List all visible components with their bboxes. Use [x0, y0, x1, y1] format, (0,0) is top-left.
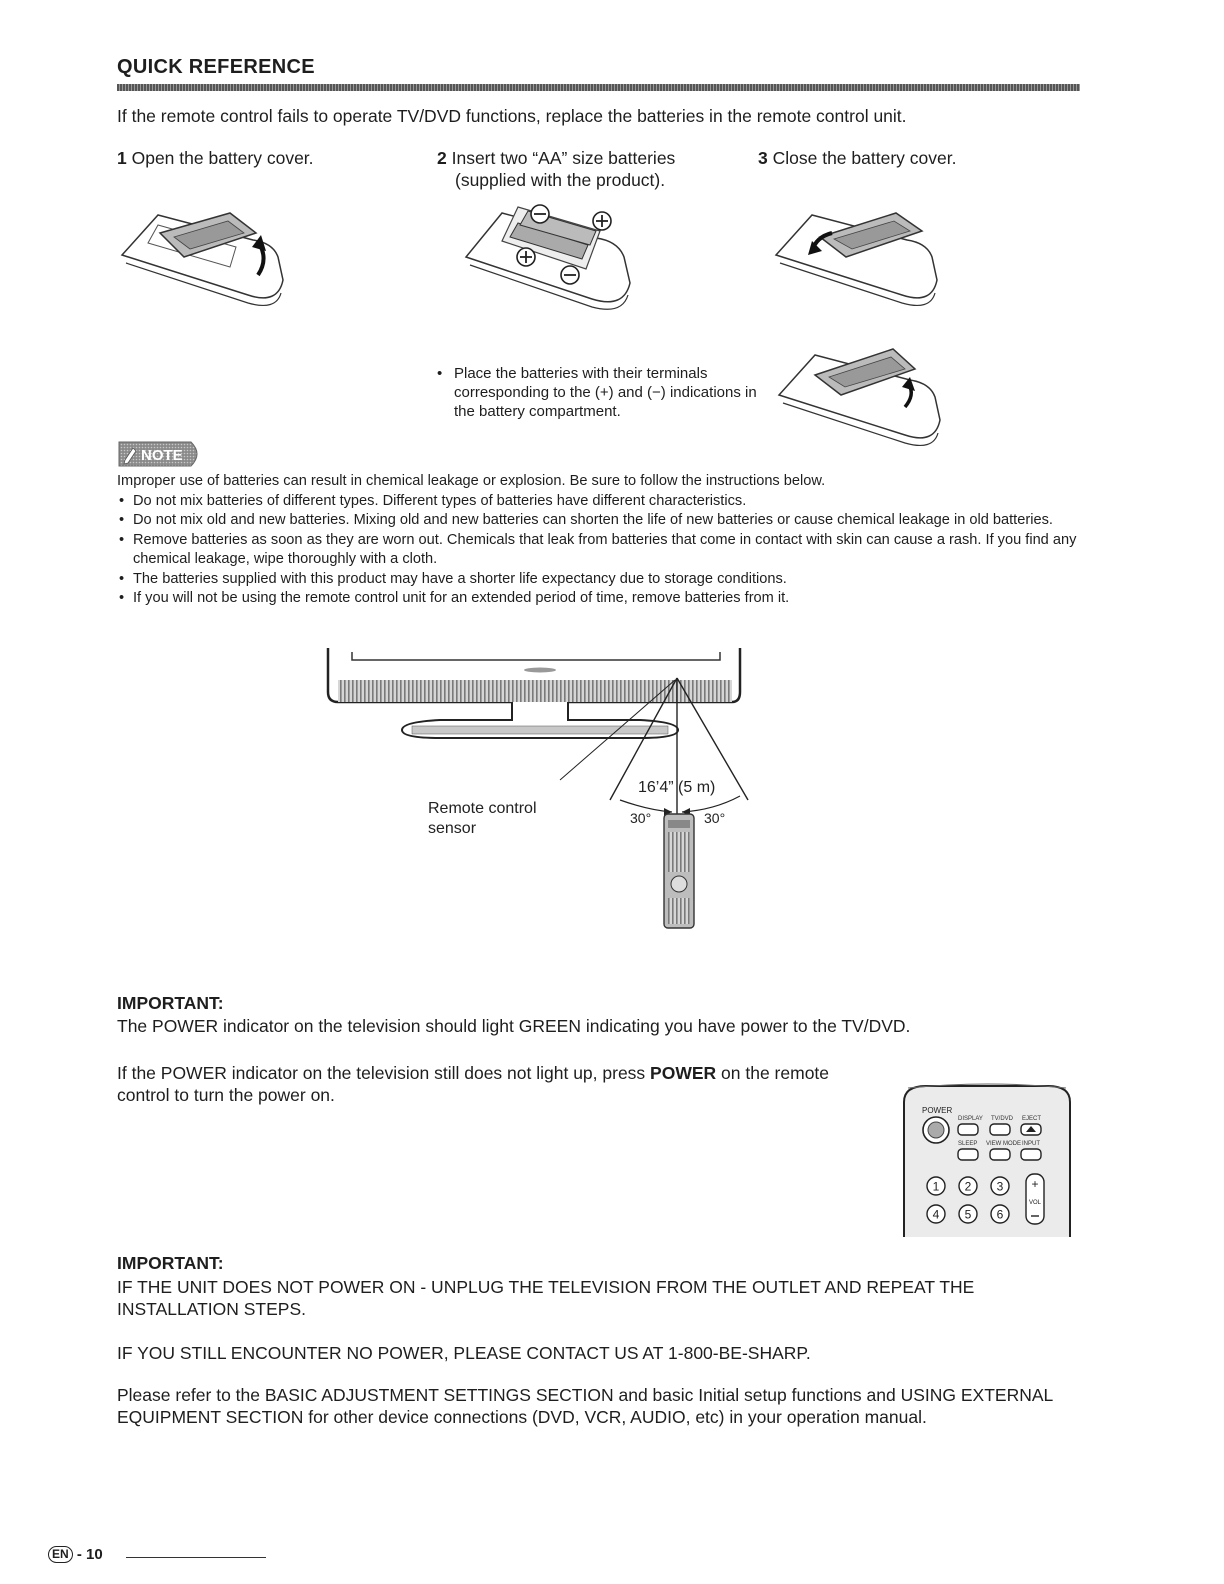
step-3	[758, 147, 956, 169]
digit-label: 6	[996, 1207, 1004, 1222]
important-label-2: IMPORTANT:	[117, 1253, 224, 1273]
sleep-button[interactable]	[958, 1149, 978, 1160]
vol-label: VOL	[1028, 1200, 1042, 1206]
input-label: INPUT	[1022, 1141, 1040, 1147]
polarity-bullet: •	[437, 365, 443, 382]
power-button-label: POWER	[922, 1106, 953, 1115]
power-instruction-after: on the remote control to turn the power on.	[117, 1063, 830, 1105]
language-badge: EN	[48, 1546, 73, 1563]
tvdvd-button[interactable]	[990, 1124, 1010, 1135]
title-rule	[117, 84, 1080, 91]
note-intro: Improper use of batteries can result in chemical leakage or explosion. Be sure to follow the instructions below.	[117, 473, 826, 489]
tv-speaker-grille	[338, 680, 732, 702]
refer-text: Please refer to the BASIC ADJUSTMENT SETTINGS SECTION and basic Initial setup functions and USING EXTERNAL EQUIPMENT SECTION for other device connections (DVD, VCR, AUDIO, etc) in your operation manual.	[117, 1385, 1053, 1427]
page-title: QUICK REFERENCE	[117, 56, 315, 78]
sensor-label-line1: Remote control	[428, 800, 537, 817]
digit-button-3[interactable]	[991, 1177, 1009, 1195]
battery-polarity-illustration	[775, 335, 945, 460]
open-battery-cover-illustration	[118, 195, 288, 320]
step-2-subtext: (supplied with the product).	[455, 170, 666, 190]
footer-rule	[126, 1557, 266, 1558]
contact-text: IF YOU STILL ENCOUNTER NO POWER, PLEASE CONTACT US AT 1-800-BE-SHARP.	[117, 1343, 811, 1363]
sensor-label-line2: sensor	[428, 820, 477, 837]
angle-left-label: 30°	[630, 810, 652, 826]
step-1	[117, 147, 314, 169]
viewmode-button[interactable]	[990, 1149, 1010, 1160]
polarity-note	[437, 364, 767, 421]
note-item: • Do not mix old and new batteries. Mixing old and new batteries can shorten the life of new batteries or cause chemical leakage in old batteries.	[117, 511, 1077, 531]
important-text-2: IF THE UNIT DOES NOT POWER ON - UNPLUG THE TELEVISION FROM THE OUTLET AND REPEAT THE INSTALLATION STEPS.	[117, 1277, 975, 1319]
note-item: • Do not mix batteries of different types. Different types of batteries have different characteristics.	[117, 492, 1077, 512]
power-icon	[928, 1122, 944, 1138]
step-2	[437, 147, 757, 191]
remote-control-illustration	[664, 814, 694, 928]
close-battery-cover-illustration	[772, 195, 942, 320]
digit-label: 4	[932, 1207, 940, 1222]
insert-batteries-illustration	[462, 195, 642, 325]
power-instruction-bold: POWER	[650, 1063, 717, 1083]
step-2-number: 2	[437, 148, 447, 168]
step-3-number: 3	[758, 148, 768, 168]
remote-top-closeup	[900, 1082, 1075, 1237]
note-badge	[117, 440, 205, 468]
digit-button-4[interactable]	[927, 1205, 945, 1223]
digit-label: 1	[932, 1179, 940, 1194]
display-button[interactable]	[958, 1124, 978, 1135]
sleep-label: SLEEP	[958, 1141, 978, 1147]
important-text-1: The POWER indicator on the television should light GREEN indicating you have power to the TV/DVD.	[117, 1016, 911, 1036]
digit-button-2[interactable]	[959, 1177, 977, 1195]
step-1-number: 1	[117, 148, 127, 168]
angle-right-label: 30°	[704, 810, 726, 826]
power-instruction	[117, 1062, 867, 1106]
digit-button-6[interactable]	[991, 1205, 1009, 1223]
digit-label: 5	[964, 1207, 972, 1222]
note-badge-label: NOTE	[141, 447, 183, 464]
page-number: - 10	[76, 1546, 103, 1563]
remote-range-diagram	[320, 640, 770, 940]
note-content	[117, 472, 1077, 609]
important-label-1: IMPORTANT:	[117, 993, 224, 1013]
distance-label: 16’4” (5 m)	[638, 779, 716, 796]
step-3-text: Close the battery cover.	[772, 148, 957, 168]
intro-text: If the remote control fails to operate TV/DVD functions, replace the batteries in the remote control unit.	[117, 106, 907, 126]
page-footer	[48, 1546, 103, 1563]
polarity-text: Place the batteries with their terminals corresponding to the (+) and (−) indications in the battery compartment.	[454, 365, 757, 420]
volume-up-icon: +	[1031, 1177, 1039, 1191]
viewmode-label: VIEW MODE	[986, 1141, 1022, 1147]
digit-button-5[interactable]	[959, 1205, 977, 1223]
step-1-text: Open the battery cover.	[131, 148, 314, 168]
brand-logo	[524, 668, 556, 673]
tvdvd-label: TV/DVD	[991, 1116, 1014, 1122]
step-2-text: Insert two “AA” size batteries	[451, 148, 676, 168]
input-button[interactable]	[1021, 1149, 1041, 1160]
note-item: • The batteries supplied with this product may have a shorter life expectancy due to storage conditions.	[117, 570, 1077, 590]
display-label: DISPLAY	[958, 1116, 983, 1122]
digit-button-1[interactable]	[927, 1177, 945, 1195]
digit-label: 2	[964, 1179, 972, 1194]
note-item: • If you will not be using the remote control unit for an extended period of time, remove batteries from it.	[117, 589, 1077, 609]
note-item: • Remove batteries as soon as they are worn out. Chemicals that leak from batteries that come in contact with skin can cause a rash. If you find any chemical leakage, wipe thoroughly with a cloth.	[117, 531, 1077, 570]
eject-label: EJECT	[1022, 1116, 1042, 1122]
note-badge-graphic	[117, 440, 205, 468]
power-instruction-before: If the POWER indicator on the television still does not light up, press	[117, 1063, 651, 1083]
digit-label: 3	[996, 1179, 1004, 1194]
note-list	[117, 492, 1077, 609]
